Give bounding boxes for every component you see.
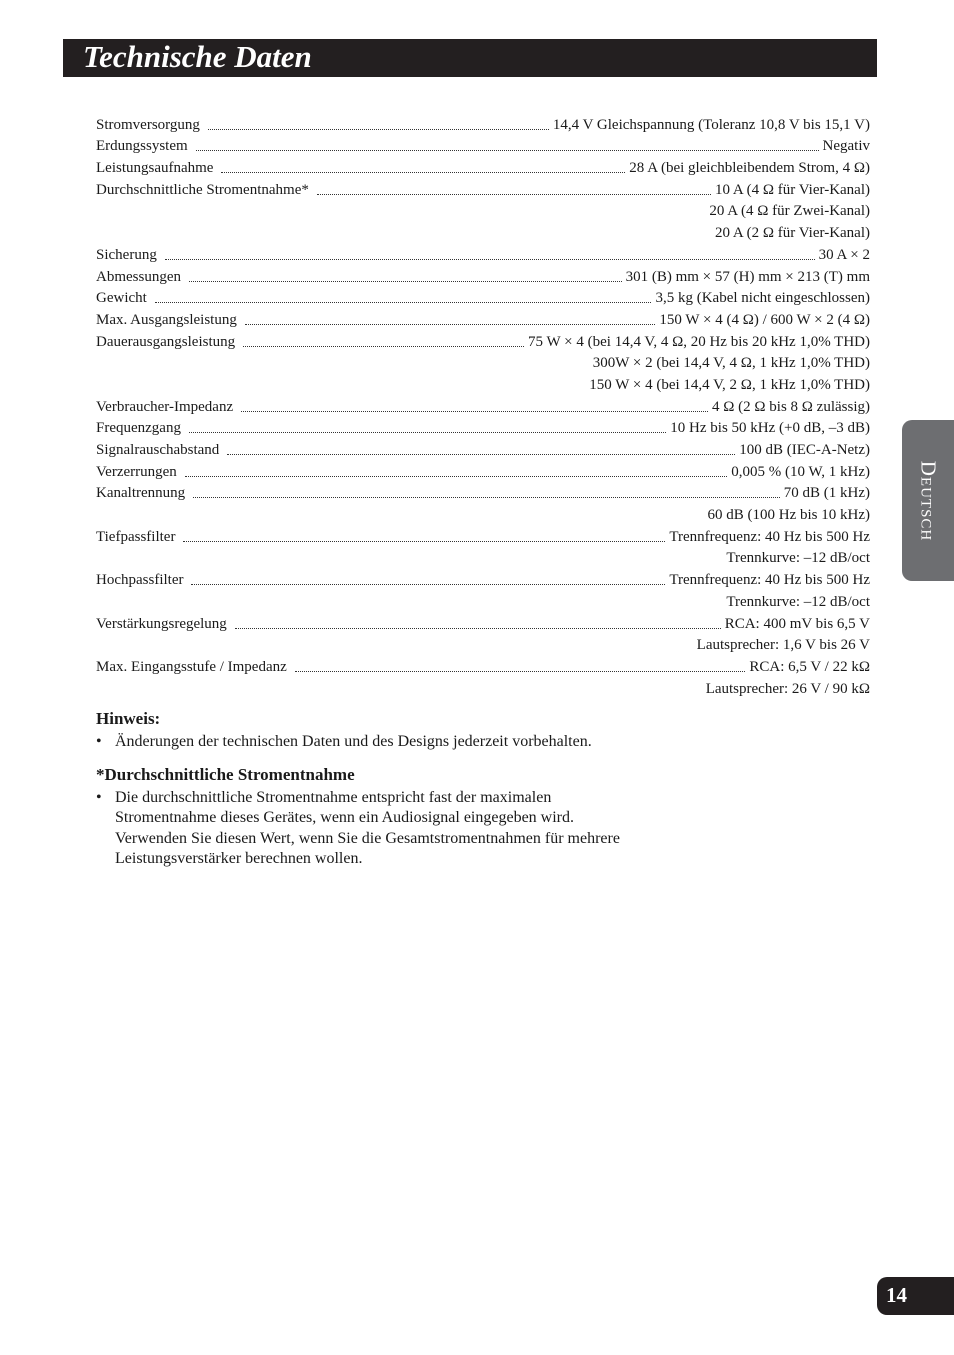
spec-label: Signalrauschabstand xyxy=(96,442,220,458)
spec-value: 70 dB (1 kHz) xyxy=(783,485,870,502)
spec-row xyxy=(96,372,870,394)
spec-row xyxy=(96,307,870,329)
dot-leader xyxy=(191,583,665,585)
spec-label: Hochpassfilter xyxy=(96,572,184,589)
spec-row xyxy=(96,329,870,351)
spec-row xyxy=(96,199,870,221)
spec-value: Trennkurve: –12 dB/oct xyxy=(726,550,870,567)
spec-value: 150 W × 4 (bei 14,4 V, 2 Ω, 1 kHz 1,0% THD) xyxy=(589,376,870,393)
note-stromentnahme xyxy=(96,788,736,872)
spec-label: Max. Eingangsstufe / Impedanz xyxy=(96,658,287,675)
spec-row xyxy=(96,416,870,438)
spec-value: 301 (B) mm × 57 (H) mm × 213 (T) mm xyxy=(625,268,870,285)
dot-leader xyxy=(155,301,652,303)
spec-value: Lautsprecher: 1,6 V bis 26 V xyxy=(696,637,870,654)
bullet-icon: • xyxy=(96,733,102,750)
spec-value: 3,5 kg (Kabel nicht eingeschlossen) xyxy=(655,290,870,307)
page-number: 14 xyxy=(886,1283,907,1307)
spec-row xyxy=(96,459,870,481)
spec-label: Abmessungen xyxy=(96,268,181,285)
spec-value: 0,005 % (10 W, 1 kHz) xyxy=(731,463,870,480)
spec-value: 20 A (2 Ω für Vier-Kanal) xyxy=(714,225,870,242)
note-hinweis-text: Änderungen der technischen Daten und des Designs jederzeit vorbehalten. xyxy=(115,733,592,750)
spec-row xyxy=(96,394,870,416)
spec-label: Leistungsaufnahme xyxy=(96,160,214,177)
dot-leader xyxy=(295,670,746,672)
spec-value: 100 dB (IEC-A-Netz) xyxy=(739,442,870,458)
spec-row xyxy=(96,112,870,134)
spec-row xyxy=(96,481,870,503)
spec-value: 14,4 V Gleichspannung (Toleranz 10,8 V bis 15,1 V) xyxy=(552,116,870,133)
dot-leader xyxy=(317,193,711,195)
dot-leader xyxy=(221,171,625,173)
dot-leader xyxy=(208,128,549,130)
spec-label: Dauerausgangsleistung xyxy=(96,333,236,350)
language-tab xyxy=(902,420,954,581)
spec-value: 10 A (4 Ω für Vier-Kanal) xyxy=(714,181,870,198)
spec-value: 150 W × 4 (4 Ω) / 600 W × 2 (4 Ω) xyxy=(659,311,870,328)
page-title: Technische Daten xyxy=(83,39,312,74)
spec-label: Erdungssystem xyxy=(96,138,188,155)
dot-leader xyxy=(189,280,622,282)
spec-value: Trennfrequenz: 40 Hz bis 500 Hz xyxy=(669,528,870,545)
spec-row xyxy=(96,524,870,546)
note-stromentnahme-text: Die durchschnittliche Stromentnahme entspricht fast der maximalen Stromentnahme dieses Gerätes, wenn ein Audiosignal eingegeben wird. Verwenden Sie diesen Wert, wenn Sie die Gesamtstromentnahmen für mehrere Leistungsverstärker berechnen wollen. xyxy=(115,789,620,868)
spec-label: Verstärkungsregelung xyxy=(96,615,227,632)
spec-value: RCA: 6,5 V / 22 kΩ xyxy=(749,658,870,675)
spec-label: Gewicht xyxy=(96,290,147,307)
dot-leader xyxy=(193,496,780,498)
spec-row xyxy=(96,611,870,633)
spec-row xyxy=(96,242,870,264)
note-title-hinweis: Hinweis: xyxy=(96,709,161,728)
dot-leader xyxy=(165,258,815,260)
spec-value: 75 W × 4 (bei 14,4 V, 4 Ω, 20 Hz bis 20 kHz 1,0% THD) xyxy=(528,333,870,350)
spec-value: 28 A (bei gleichbleibendem Strom, 4 Ω) xyxy=(629,160,870,177)
spec-value: 20 A (4 Ω für Zwei-Kanal) xyxy=(709,203,870,220)
spec-row xyxy=(96,264,870,286)
note-hinweis xyxy=(96,732,736,754)
page-number-tab xyxy=(877,1277,954,1315)
spec-row xyxy=(96,155,870,177)
spec-value: 10 Hz bis 50 kHz (+0 dB, –3 dB) xyxy=(670,420,870,437)
spec-row xyxy=(96,567,870,589)
title-bar xyxy=(63,39,877,77)
dot-leader xyxy=(183,540,665,542)
dot-leader xyxy=(196,149,819,151)
bullet-icon: • xyxy=(96,789,102,806)
spec-row xyxy=(96,502,870,524)
spec-label: Frequenzgang xyxy=(96,420,181,437)
spec-row xyxy=(96,633,870,655)
dot-leader xyxy=(243,345,524,347)
spec-label: Verbraucher-Impedanz xyxy=(96,398,234,415)
spec-row xyxy=(96,220,870,242)
spec-value: Negativ xyxy=(822,138,870,155)
spec-value: Lautsprecher: 26 V / 90 kΩ xyxy=(705,680,870,697)
spec-row xyxy=(96,286,870,308)
spec-row xyxy=(96,437,870,459)
spec-value: Trennfrequenz: 40 Hz bis 500 Hz xyxy=(669,572,870,589)
dot-leader xyxy=(235,627,721,629)
spec-label: Max. Ausgangsleistung xyxy=(96,311,237,328)
spec-value: 60 dB (100 Hz bis 10 kHz) xyxy=(707,507,870,524)
spec-row xyxy=(96,546,870,568)
spec-label: Sicherung xyxy=(96,246,157,263)
spec-label: Tiefpassfilter xyxy=(96,528,176,545)
spec-value: Trennkurve: –12 dB/oct xyxy=(726,593,870,610)
spec-value: 300W × 2 (bei 14,4 V, 4 Ω, 1 kHz 1,0% THD) xyxy=(592,355,870,372)
spec-value: 4 Ω (2 Ω bis 8 Ω zulässig) xyxy=(711,398,870,415)
spec-row xyxy=(96,589,870,611)
spec-row xyxy=(96,676,870,698)
dot-leader xyxy=(189,431,666,433)
spec-label: Verzerrungen xyxy=(96,463,177,480)
spec-table xyxy=(96,112,870,698)
dot-leader xyxy=(245,323,656,325)
spec-label: Kanaltrennung xyxy=(96,485,186,502)
spec-row xyxy=(96,177,870,199)
spec-label: Stromversorgung xyxy=(96,116,200,133)
language-tab-label: Deutsch xyxy=(916,460,941,541)
spec-value: RCA: 400 mV bis 6,5 V xyxy=(724,615,870,632)
dot-leader xyxy=(185,475,727,477)
spec-row xyxy=(96,351,870,373)
dot-leader xyxy=(227,453,735,455)
spec-label: Durchschnittliche Stromentnahme* xyxy=(96,181,309,198)
spec-row xyxy=(96,654,870,676)
spec-value: 30 A × 2 xyxy=(818,246,870,263)
note-title-stromentnahme: *Durchschnittliche Stromentnahme xyxy=(96,765,355,784)
spec-row xyxy=(96,134,870,156)
dot-leader xyxy=(241,410,708,412)
